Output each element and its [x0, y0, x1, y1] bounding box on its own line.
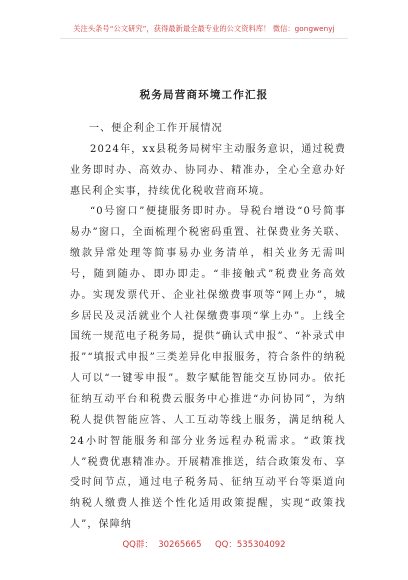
footer-contact-note: QQ群： 30265665 QQ：535304092	[122, 540, 286, 550]
header-divider	[60, 38, 348, 39]
document-title: 税务局营商环境工作汇报	[139, 89, 269, 101]
section-heading: 一、便企利企工作开展情况	[89, 123, 223, 134]
body-paragraph: 2024年，xx县税务局树牢主动服务意识，通过税费业务即时办、高效办、协同办、精准办，全心全意办好惠民利企实事，持续优化税收营商环境。	[70, 143, 346, 197]
document-body	[70, 119, 346, 536]
body-paragraph: “0号窗口”便捷服务即时办。导税台增设“0号简事易办”窗口，全面梳理个税密码重置、社保费业务关联、缴款异常处理等简事易办业务清单，相关业务无需叫号，随到随办、即办即走。“非接触式”税费业务高效办。实现发票代开、企业社保缴费事项等“网上办”，城乡居民及灵活就业个人社保缴费事项“掌上办”。上线全国统一规范电子税务局，提供“确认式申报”、“补录式申报”“填报式申报”三类差异化申报服务，符合条件的纳税人可以“一键零申报”。数字赋能智能交互协同办。依托征纳互动平台和税费云服务中心推进“办问协同”，为纳税人提供智能应答、人工互动等线上服务，满足纳税人24小时智能服务和部分业务远程办税需求。“政策找人”税费优惠精准办。开展精准推送，结合政策发布、享受时间节点，通过电子税务局、征纳互动平台等渠道向纳税人缴费人推送个性化适用政策提醒，实现“政策找人”，保障纳	[70, 206, 346, 531]
header-promo-note: 关注头条号“公文研究”，获得最新最全最专业的公文资料库！ 微信：gongwenyj	[73, 24, 335, 33]
